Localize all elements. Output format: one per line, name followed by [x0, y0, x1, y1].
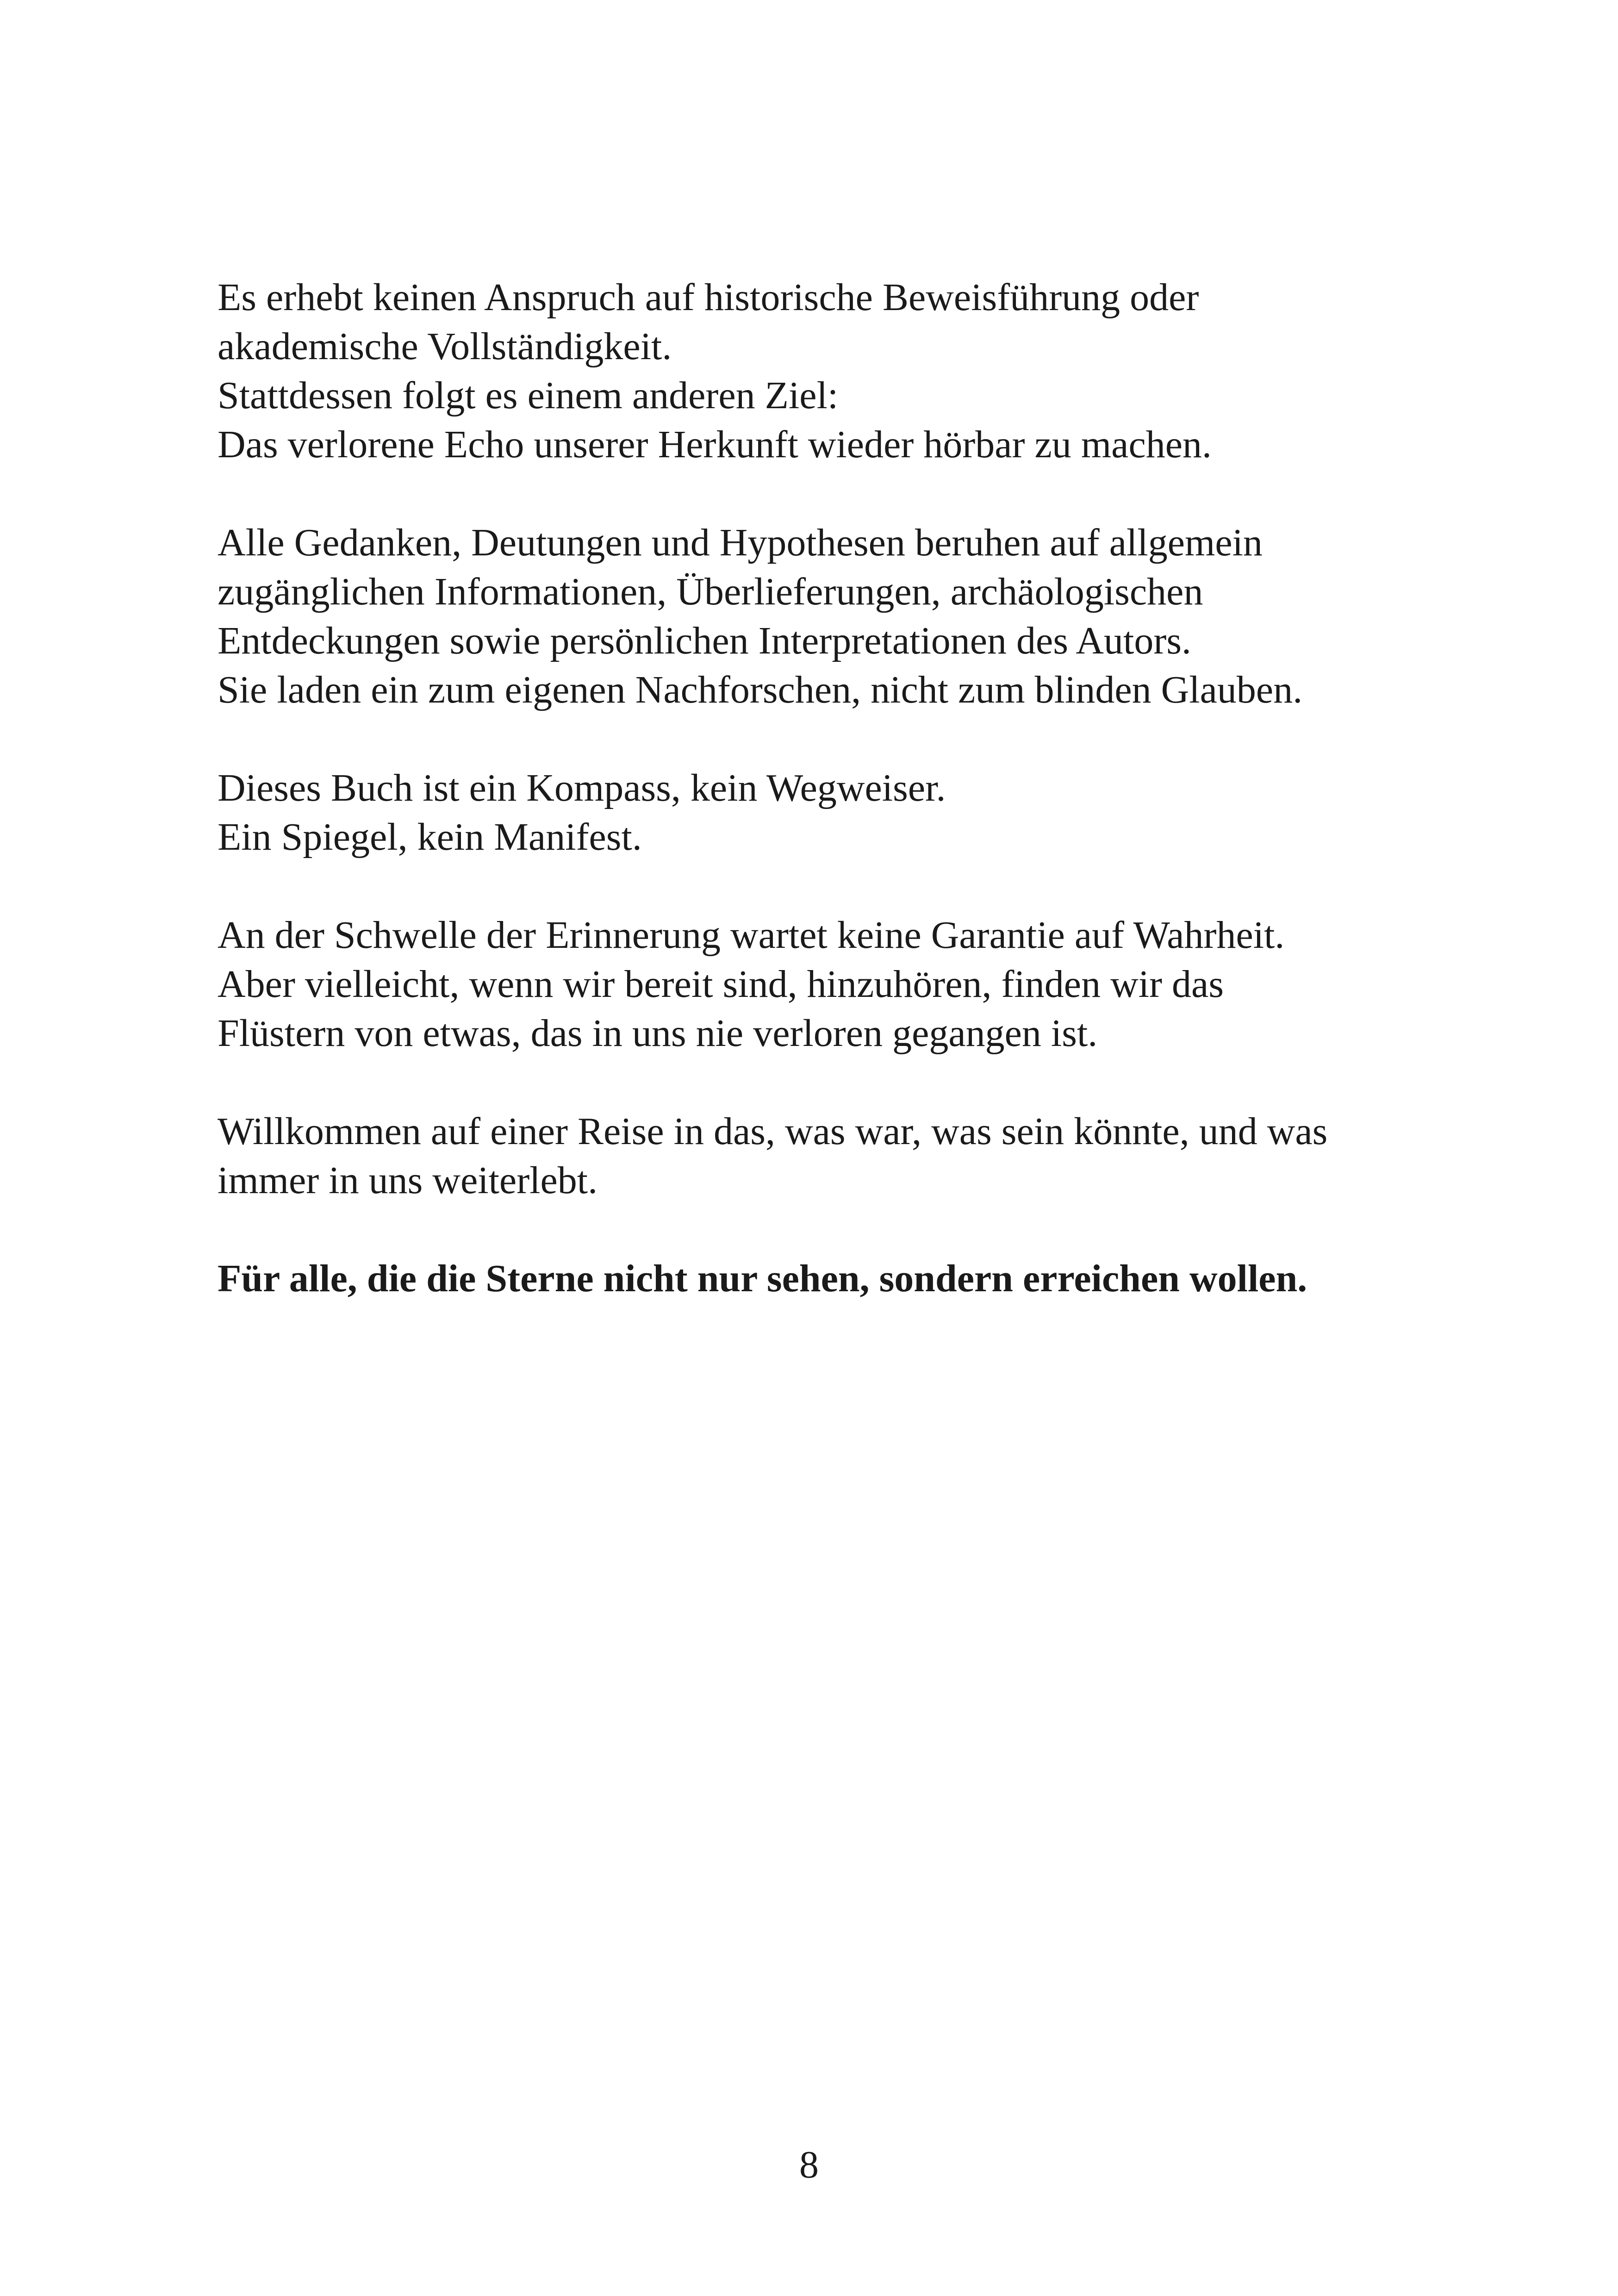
text-line: An der Schwelle der Erinnerung wartet keine Garantie auf Wahrheit. [218, 914, 1285, 957]
text-line: Aber vielleicht, wenn wir bereit sind, hinzuhören, finden wir das [218, 963, 1224, 1006]
paragraph-spacer [218, 862, 1467, 911]
text-line: Dieses Buch ist ein Kompass, kein Wegweiser. [218, 766, 946, 809]
text-line: Willkommen auf einer Reise in das, was war, was sein könnte, und was [218, 1110, 1328, 1153]
text-line: Es erhebt keinen Anspruch auf historische Beweisführung oder [218, 276, 1199, 319]
paragraph-spacer [218, 715, 1467, 764]
text-line: Entdeckungen sowie persönlichen Interpretationen des Autors. [218, 619, 1192, 662]
closing-paragraph [218, 1254, 1467, 1303]
text-line: immer in uns weiterlebt. [218, 1159, 598, 1202]
page-number: 8 [799, 2143, 819, 2186]
paragraph-4 [218, 911, 1467, 1058]
text-line: zugänglichen Informationen, Überlieferungen, archäologischen [218, 570, 1203, 613]
text-line: Das verlorene Echo unserer Herkunft wieder hörbar zu machen. [218, 423, 1212, 466]
paragraph-spacer [218, 1058, 1467, 1107]
paragraph-3 [218, 764, 1467, 862]
text-line: Sie laden ein zum eigenen Nachforschen, nicht zum blinden Glauben. [218, 668, 1303, 711]
text-line: Flüstern von etwas, das in uns nie verloren gegangen ist. [218, 1012, 1098, 1055]
text-line: Ein Spiegel, kein Manifest. [218, 815, 642, 859]
paragraph-1 [218, 273, 1467, 469]
paragraph-2 [218, 518, 1467, 715]
paragraph-spacer [218, 1205, 1467, 1254]
paragraph-5 [218, 1107, 1467, 1205]
paragraph-spacer [218, 469, 1467, 518]
text-line: Alle Gedanken, Deutungen und Hypothesen beruhen auf allgemein [218, 521, 1263, 564]
closing-line: Für alle, die die Sterne nicht nur sehen, sondern erreichen wollen. [218, 1257, 1307, 1300]
body-text [218, 273, 1467, 1303]
text-line: Stattdessen folgt es einem anderen Ziel: [218, 374, 839, 417]
text-line: akademische Vollständigkeit. [218, 325, 672, 368]
